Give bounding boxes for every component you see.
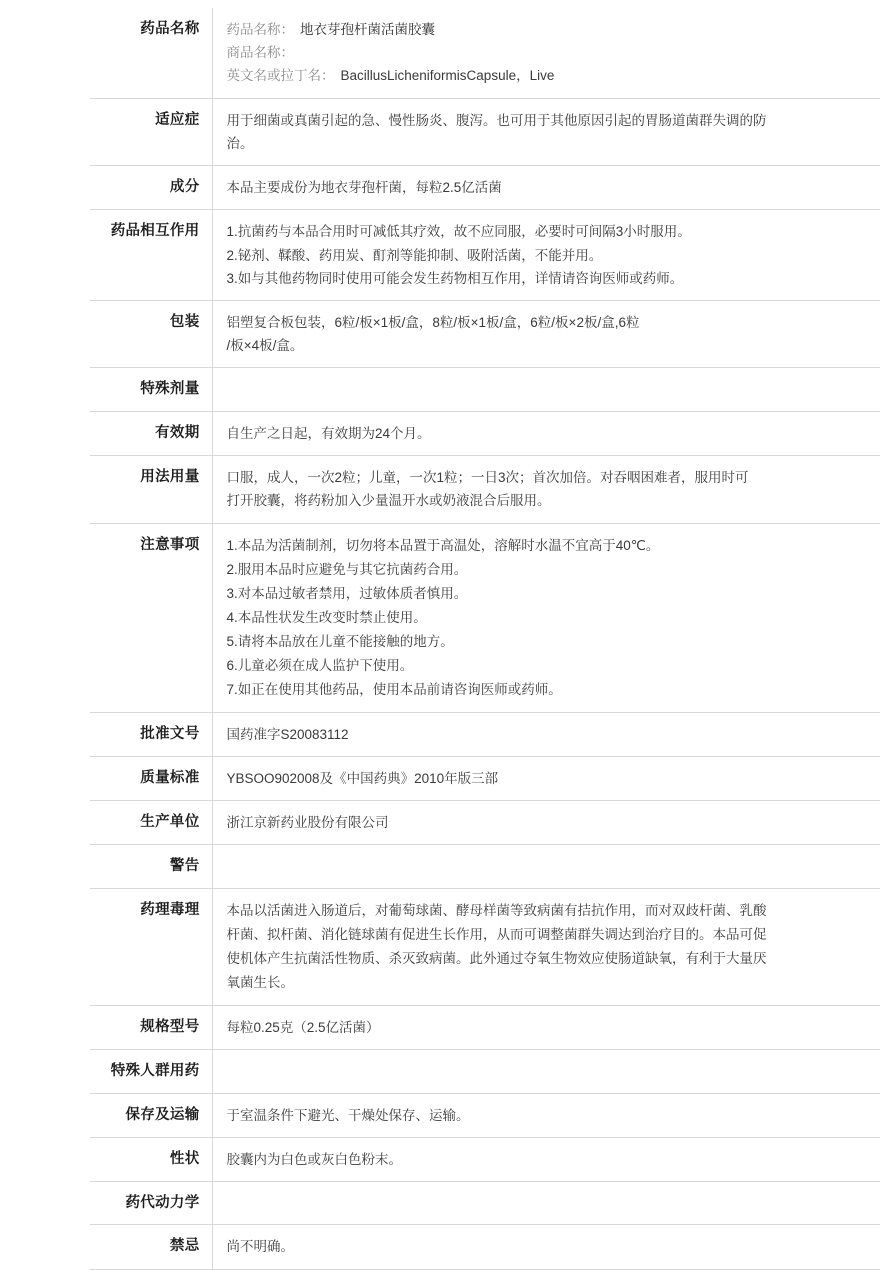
row-value-empty — [227, 378, 867, 397]
row-value — [212, 1050, 880, 1093]
row-value-line: 2.服用本品时应避免与其它抗菌药合用。 — [226, 561, 468, 577]
name-sub-row — [227, 64, 867, 87]
name-sub-row — [227, 18, 867, 41]
row-value — [212, 888, 880, 1005]
table-row — [90, 845, 880, 888]
row-value — [212, 300, 880, 367]
table-row — [90, 210, 880, 301]
row-value — [212, 1137, 880, 1181]
row-value — [212, 1093, 880, 1137]
row-label: 生产单位 — [90, 801, 212, 845]
row-label: 禁忌 — [90, 1225, 212, 1269]
row-label: 规格型号 — [90, 1005, 212, 1049]
row-label: 用法用量 — [90, 456, 212, 523]
row-label: 保存及运输 — [90, 1093, 212, 1137]
row-value — [212, 1225, 880, 1269]
table-row — [90, 1093, 880, 1137]
row-value-line: 治。 — [226, 135, 254, 151]
row-label: 批准文号 — [90, 712, 212, 756]
row-label: 性状 — [90, 1137, 212, 1181]
row-value-line: 口服，成人，一次2粒；儿童，一次1粒；一日3次；首次加倍。对吞咽困难者，服用时可 — [226, 470, 749, 486]
row-value — [212, 1005, 880, 1049]
row-value — [212, 368, 880, 411]
row-value-line: 6.儿童必须在成人监护下使用。 — [226, 657, 414, 673]
name-sub-row — [227, 41, 867, 64]
row-value-line: 2.铋剂、鞣酸、药用炭、酊剂等能抑制、吸附活菌，不能并用。 — [226, 247, 603, 263]
row-value — [212, 8, 880, 98]
table-row — [90, 411, 880, 455]
table-row — [90, 801, 880, 845]
row-value-line: 3.如与其他药物同时使用可能会发生药物相互作用，详情请咨询医师或药师。 — [226, 270, 684, 286]
table-row — [90, 456, 880, 523]
table-row — [90, 368, 880, 411]
row-label: 适应症 — [90, 98, 212, 165]
row-label: 包装 — [90, 300, 212, 367]
row-value-line: 本品主要成份为地衣芽孢杆菌，每粒2.5亿活菌 — [226, 180, 502, 196]
row-label: 特殊人群用药 — [90, 1050, 212, 1093]
row-value-line: 自生产之日起，有效期为24个月。 — [226, 425, 431, 441]
name-sub-text: 地衣芽孢杆菌活菌胶囊 — [300, 22, 435, 37]
table-row — [90, 1137, 880, 1181]
table-row — [90, 8, 880, 98]
row-value-line: 1.本品为活菌制剂，切勿将本品置于高温处，溶解时水温不宜高于40℃。 — [226, 537, 660, 553]
row-label: 药理毒理 — [90, 888, 212, 1005]
row-label: 有效期 — [90, 411, 212, 455]
table-row — [90, 166, 880, 210]
row-label: 药品名称 — [90, 8, 212, 98]
row-value-line: 尚不明确。 — [226, 1239, 294, 1255]
row-value — [212, 456, 880, 523]
table-row — [90, 300, 880, 367]
row-label: 特殊剂量 — [90, 368, 212, 411]
row-value-line: 3.对本品过敏者禁用，过敏体质者慎用。 — [226, 585, 468, 601]
row-value-line: 7.如正在使用其他药品，使用本品前请咨询医师或药师。 — [226, 681, 562, 697]
row-value-line: /板×4板/盒。 — [226, 338, 304, 354]
row-label: 药代动力学 — [90, 1181, 212, 1224]
name-sub-label: 商品名称： — [226, 45, 294, 61]
row-value — [212, 756, 880, 800]
row-value-line: 打开胶囊，将药粉加入少量温开水或奶液混合后服用。 — [226, 493, 551, 509]
row-label: 警告 — [90, 845, 212, 888]
table-row — [90, 1050, 880, 1093]
row-value-line: 1.抗菌药与本品合用时可减低其疗效，故不应同服，必要时可间隔3小时服用。 — [226, 224, 691, 240]
name-sub-text: BacillusLicheniformisCapsule，Live — [340, 68, 555, 84]
table-row — [90, 1005, 880, 1049]
row-value-line: 铝塑复合板包装，6粒/板×1板/盒，8粒/板×1板/盒，6粒/板×2板/盒,6粒 — [226, 314, 640, 330]
row-value-line: 本品以活菌进入肠道后，对葡萄球菌、酵母样菌等致病菌有拮抗作用，而对双歧杆菌、乳酸 — [226, 902, 767, 918]
row-label: 注意事项 — [90, 523, 212, 712]
table-row — [90, 1181, 880, 1224]
row-value-line: 5.请将本品放在儿童不能接触的地方。 — [226, 633, 454, 649]
row-value — [212, 523, 880, 712]
row-value — [212, 166, 880, 210]
row-value-line: 杆菌、拟杆菌、消化链球菌有促进生长作用，从而可调整菌群失调达到治疗目的。本品可促 — [226, 926, 767, 942]
row-value-line: 4.本品性状发生改变时禁止使用。 — [226, 609, 427, 625]
row-value — [212, 98, 880, 165]
table-row — [90, 98, 880, 165]
row-label: 药品相互作用 — [90, 210, 212, 301]
row-value-line: 胶囊内为白色或灰白色粉末。 — [226, 1151, 402, 1167]
row-value-empty — [227, 1060, 867, 1079]
row-value-line: YBSOO902008及《中国药典》2010年版三部 — [226, 770, 499, 786]
row-value-line: 国药准字S20083112 — [226, 726, 349, 742]
row-value — [212, 1181, 880, 1224]
row-value-line: 使机体产生抗菌活性物质、杀灭致病菌。此外通过夺氧生物效应使肠道缺氧，有利于大量厌 — [226, 950, 767, 966]
row-value — [212, 845, 880, 888]
row-value — [212, 411, 880, 455]
row-value-line: 浙江京新药业股份有限公司 — [226, 815, 389, 831]
table-row — [90, 888, 880, 1005]
row-value — [212, 210, 880, 301]
table-row — [90, 712, 880, 756]
table-row — [90, 523, 880, 712]
row-label: 质量标准 — [90, 756, 212, 800]
table-row — [90, 1225, 880, 1269]
row-value-empty — [227, 1192, 867, 1211]
row-value-line: 氧菌生长。 — [226, 974, 294, 990]
row-label: 成分 — [90, 166, 212, 210]
row-value — [212, 712, 880, 756]
row-value-line: 用于细菌或真菌引起的急、慢性肠炎、腹泻。也可用于其他原因引起的胃肠道菌群失调的防 — [226, 112, 767, 128]
row-value-empty — [227, 855, 867, 874]
name-sub-label: 药品名称： — [226, 22, 294, 37]
row-value — [212, 801, 880, 845]
row-value-line: 每粒0.25克（2.5亿活菌） — [226, 1019, 380, 1035]
drug-info-table — [90, 8, 880, 1270]
table-row — [90, 756, 880, 800]
row-value-line: 于室温条件下避光、干燥处保存、运输。 — [226, 1107, 470, 1123]
name-sub-label: 英文名或拉丁名： — [226, 68, 335, 84]
